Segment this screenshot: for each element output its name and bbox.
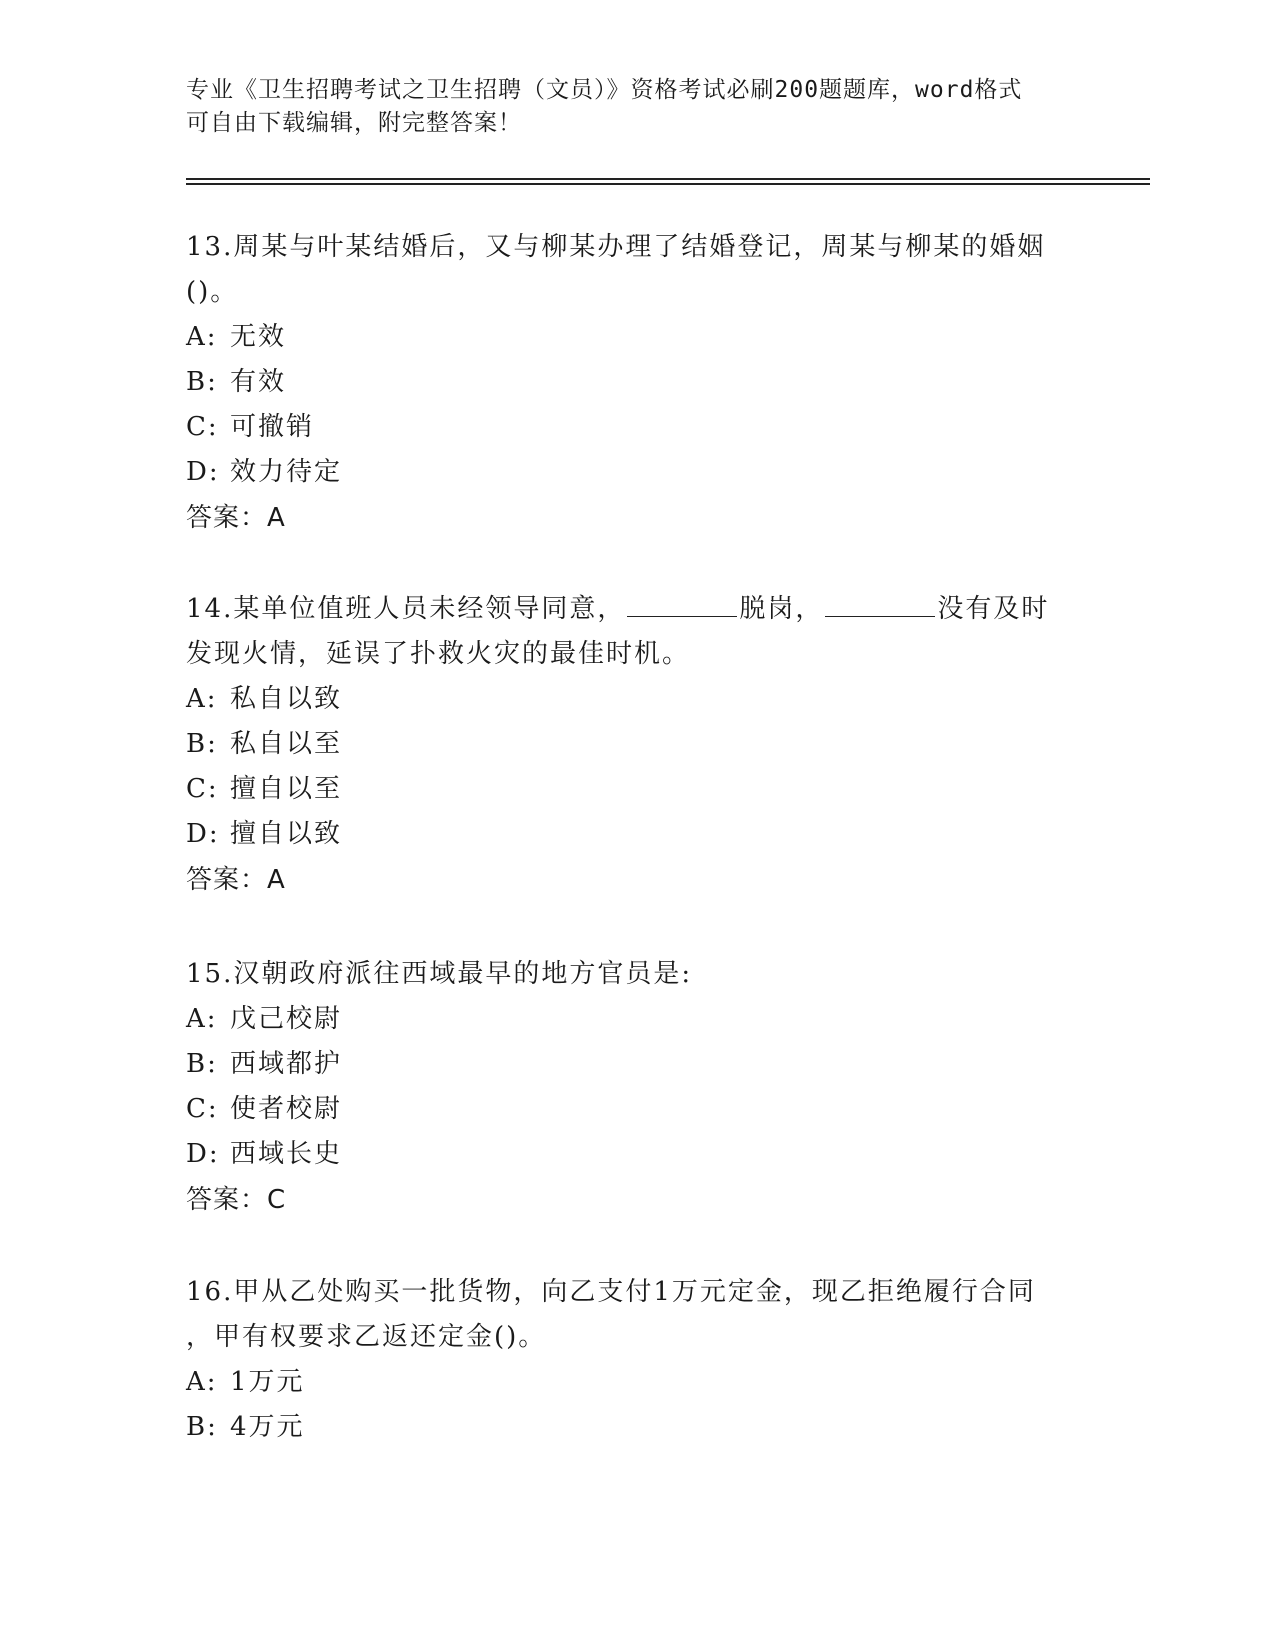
option-text: 4万元 — [230, 1412, 305, 1442]
option-d — [186, 450, 1086, 495]
fill-blank — [627, 594, 737, 617]
answer: 答案：A — [186, 503, 286, 533]
option-text: 1万元 — [230, 1367, 305, 1397]
option-b — [186, 1405, 1086, 1450]
option-text: 戊己校尉 — [230, 1004, 343, 1034]
question-stem-line: 16.甲从乙处购买一批货物，向乙支付1万元定金，现乙拒绝履行合同 — [186, 1277, 1036, 1307]
option-b — [186, 722, 1086, 767]
question-15 — [186, 952, 1086, 1223]
option-letter: D: — [186, 1139, 220, 1169]
option-b — [186, 1042, 1086, 1087]
option-text: 效力待定 — [230, 457, 343, 487]
option-text: 有效 — [230, 367, 287, 397]
option-text: 无效 — [230, 322, 287, 352]
option-a — [186, 997, 1086, 1042]
option-letter: A: — [186, 322, 218, 352]
stem-part: 14.某单位值班人员未经领导同意， — [186, 594, 626, 624]
option-text: 擅自以致 — [230, 819, 343, 849]
option-letter: D: — [186, 457, 220, 487]
option-letter: C: — [186, 412, 219, 442]
option-b — [186, 360, 1086, 405]
question-16 — [186, 1270, 1086, 1450]
header-divider-bottom — [186, 183, 1150, 185]
question-stem — [186, 587, 1086, 677]
question-14 — [186, 587, 1086, 903]
option-letter: C: — [186, 1094, 219, 1124]
question-stem-line: ，甲有权要求乙返还定金()。 — [186, 1322, 547, 1352]
option-letter: A: — [186, 684, 218, 714]
option-text: 西域都护 — [230, 1049, 343, 1079]
question-stem — [186, 1270, 1086, 1360]
option-letter: B: — [186, 1412, 218, 1442]
option-text: 可撤销 — [230, 412, 315, 442]
question-stem-line: 发现火情，延误了扑救火灾的最佳时机。 — [186, 639, 691, 669]
stem-part: 没有及时 — [937, 594, 1050, 624]
option-letter: A: — [186, 1367, 218, 1397]
option-letter: C: — [186, 774, 219, 804]
question-stem — [186, 225, 1086, 315]
header-line-2: 可自由下载编辑，附完整答案！ — [186, 110, 522, 136]
answer: 答案：C — [186, 1185, 287, 1215]
answer: 答案：A — [186, 865, 286, 895]
option-text: 使者校尉 — [230, 1094, 343, 1124]
question-stem — [186, 952, 1086, 997]
option-d — [186, 1132, 1086, 1177]
stem-part: 脱岗， — [739, 594, 824, 624]
option-a — [186, 1360, 1086, 1405]
option-c — [186, 1087, 1086, 1132]
option-text: 西域长史 — [230, 1139, 343, 1169]
option-text: 私自以致 — [230, 684, 343, 714]
option-c — [186, 767, 1086, 812]
header-line-1: 专业《卫生招聘考试之卫生招聘（文员）》资格考试必刷200题题库，word格式 — [186, 77, 1023, 103]
option-letter: D: — [186, 819, 220, 849]
question-stem-line: 13.周某与叶某结婚后，又与柳某办理了结婚登记，周某与柳某的婚姻 — [186, 232, 1046, 262]
option-letter: B: — [186, 367, 218, 397]
question-stem-line: ()。 — [186, 277, 239, 307]
option-letter: B: — [186, 1049, 218, 1079]
document-header — [186, 74, 1086, 140]
question-stem-line: 15.汉朝政府派往西域最早的地方官员是: — [186, 959, 693, 989]
option-a — [186, 677, 1086, 722]
option-text: 私自以至 — [230, 729, 343, 759]
option-a — [186, 315, 1086, 360]
option-d — [186, 812, 1086, 857]
header-divider-top — [186, 178, 1150, 180]
option-letter: B: — [186, 729, 218, 759]
question-13 — [186, 225, 1086, 541]
fill-blank — [825, 594, 935, 617]
option-c — [186, 405, 1086, 450]
option-text: 擅自以至 — [230, 774, 343, 804]
question-stem-line — [186, 587, 1086, 632]
option-letter: A: — [186, 1004, 218, 1034]
